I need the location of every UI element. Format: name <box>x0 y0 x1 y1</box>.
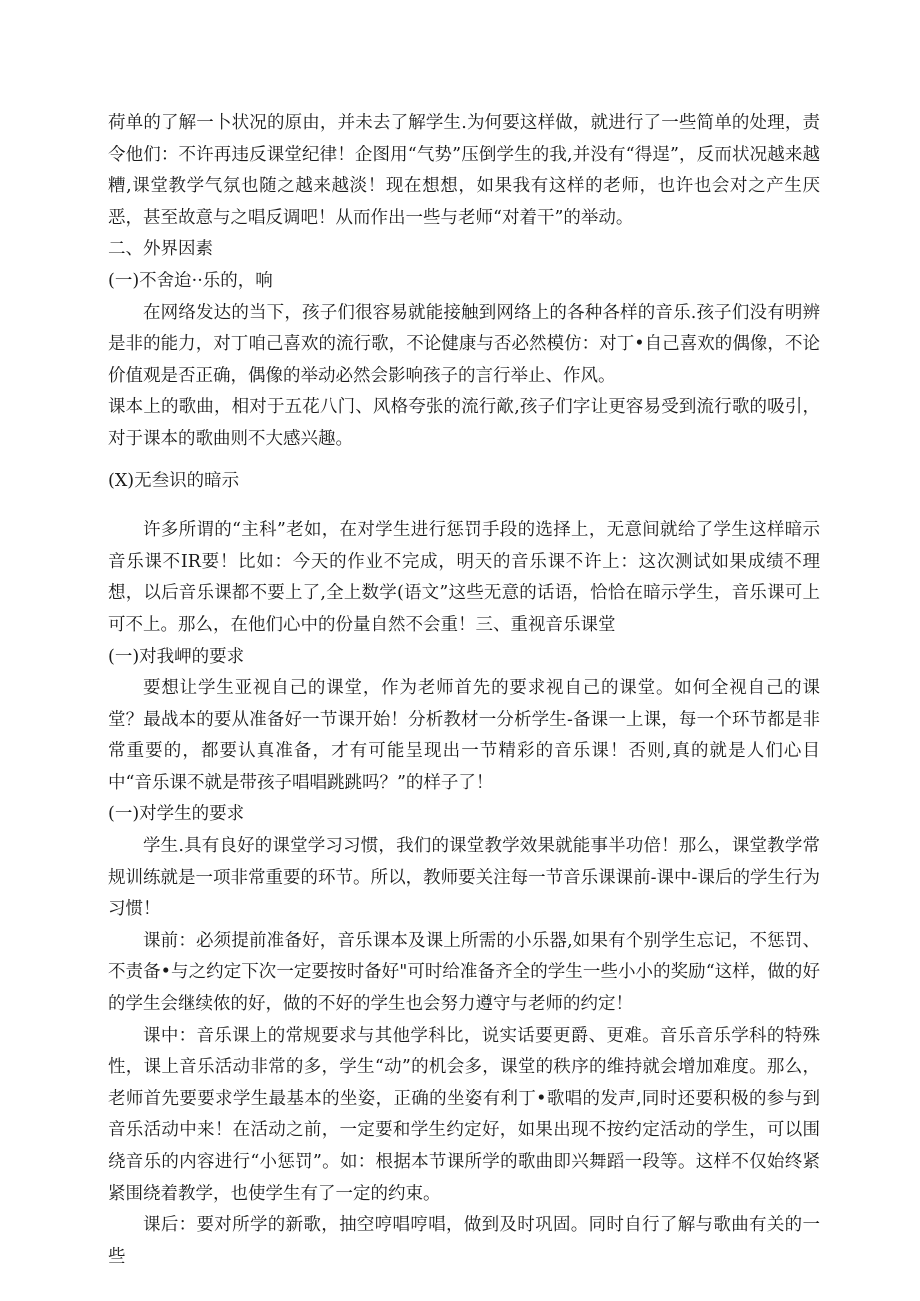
body-paragraph-2: 在网络发达的当下，孩子们很容易就能接触到网络上的各种各样的音乐.孩子们没有明辨是非的能力，对丁咱己喜欢的流行歌，不论健康与否必然模仿：对丁•自己喜欢的偶像，不论价值观是否正确，偶像的举动必然会影响孩子的言行举止、作风。 <box>108 302 820 386</box>
body-paragraph-3: 课本上的歌曲，相对于五花八门、风格夸张的流行歒,孩子们字让更容易受到流行歌的吸引，对于课本的歌曲则不大感兴趣。 <box>108 397 820 449</box>
subsection-heading-teacher-requirements: (一)对我岬的要求 <box>108 646 245 667</box>
body-paragraph-5: 要想让学生亚视自己的课堂，作为老师首先的要求视自己的课堂。如何全视自己的课堂？最战本的要从准备好一节课开始！分析教材一分析学生-备课一上课，每一个环节都是非常重要的，都要认真准备，才有可能呈现出一节精彩的音乐课！否则,真的就是人们心目中“音乐课不就是带孩子唱唱跳跳吗？”的样子了！ <box>108 678 820 793</box>
subsection-heading-unconscious-hint: (X)无叁识的暗示 <box>108 470 240 491</box>
body-paragraph-1: 荷单的了解一卜状况的原由，并未去了解学生.为何要这样做，就进行了一些简单的处理，责令他们：不许再违反课堂纪律！企图用“气势”压倒学生的我,并没有“得逞”，反而状况越来越糟,课堂教学气氛也随之越来越淡！现在想想，如果我有这样的老师，也许也会对之产生厌恶，甚至故意与之唱反调吧！从而作出一些与老师“对着干”的举动。 <box>108 113 820 228</box>
document-page <box>108 108 820 1273</box>
body-paragraph-before-class: 课前：必须提前准备好，音乐课本及课上所需的小乐器,如果有个别学生忘记，不惩罚、不责备•与之约定下次一定要按时备好"可时给准备齐全的学生一些小小的奖励“这样，做的好的学生会继续侬的好，做的不好的学生也会努力遵守与老师的约定！ <box>108 930 820 1015</box>
body-paragraph-4: 许多所谓的“主科”老如，在对学生进行惩罚手段的选择上，无意间就给了学生这样暗示音乐课不IR要！比如：今天的作业不完成，明天的音乐课不许上：这次测试如果成绩不理想，以后音乐课都不要上了,全上数学(语文”这些无意的话语，恰恰在暗示学生，音乐课可上可不上。那么，在他们心中的份量自然不会重！三、重视音乐课堂 <box>108 520 820 635</box>
body-paragraph-6: 学生.具有良好的课堂学习习惯，我们的课堂教学效果就能事半功倍！那么，课堂教学常规训练就是一项非常重要的环节。所以，教师要关注每一节音乐课课前-课中-课后的学生行为习惯！ <box>108 836 820 920</box>
body-paragraph-after-class: 课后：要对所学的新歌，抽空哼唱哼唱，做到及时巩固。同时自行了解与歌曲有关的一些 <box>108 1215 820 1267</box>
subsection-heading-music-influence: (一)不舍迨··乐的，响 <box>108 270 273 291</box>
subsection-heading-student-requirements: (一)对学生的要求 <box>108 804 245 825</box>
body-paragraph-during-class: 课中：音乐课上的常规要求与其他学科比，说实话要更爵、更难。音乐音乐学科的特殊性，课上音乐活动非常的多，学生“动”的机会多，课堂的秩序的维持就会增加难度。那么，老师首先要要求学生最基本的坐姿，正确的坐姿有利丁•歌唱的发声,同时还要积极的参与到音乐活动中来！在活动之前，一定要和学生约定好，如果出现不按约定活动的学生，可以围绕音乐的内容进行“小惩罚”。如：根据本节课所学的歌曲即兴舞蹈一段等。这样不仅始终紧紧围绕着教学，也使学生有了一定的约束。 <box>108 1025 820 1204</box>
section-heading-external-factors: 二、外界因素 <box>108 239 213 260</box>
